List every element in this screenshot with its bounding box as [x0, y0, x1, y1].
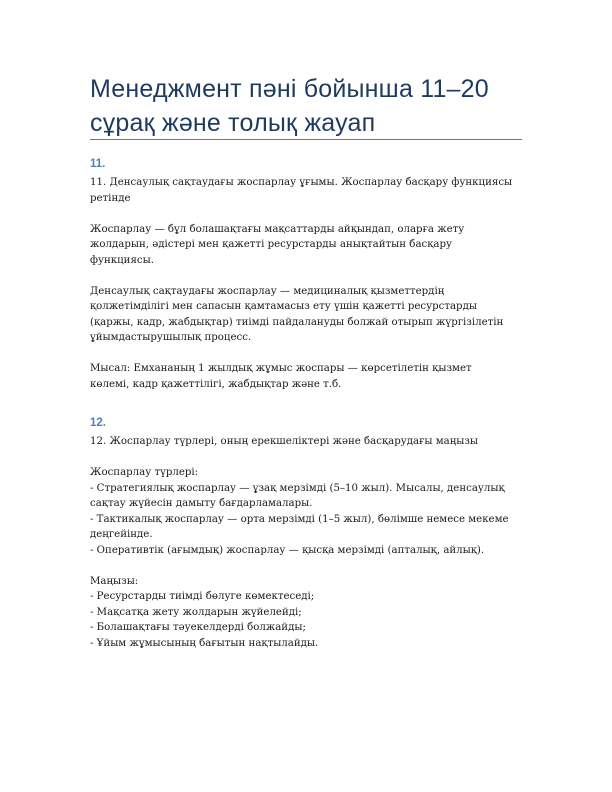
- text-line: ұйымдастырушылық процесс.: [90, 332, 252, 343]
- text-line: (қаржы, кадр, жабдықтар) тиімді пайдалануды болжай отырып жүргізілетін: [90, 316, 504, 328]
- text-line: ретінде: [90, 192, 131, 204]
- list-item: - Стратегиялық жоспарлау — ұзақ мерзімді (5–10 жыл). Мысалы, денсаулық: [90, 482, 505, 494]
- document-title: [90, 72, 530, 140]
- list-item: - Тактикалық жоспарлау — орта мерзімді (1–5 жыл), бөлімше немесе мекеме: [90, 513, 509, 525]
- text-line: функциясы.: [90, 254, 154, 266]
- planning-types-list: [90, 465, 530, 558]
- list-item: деңгейінде.: [90, 529, 153, 540]
- title-line: сұрақ және толық жауап: [90, 109, 376, 137]
- importance-list: [90, 574, 530, 652]
- list-item: - Оперативтік (ағымдық) жоспарлау — қысқа мерзімді (апталық, айлық).: [90, 544, 485, 556]
- section-heading: [90, 434, 530, 450]
- section-11: [90, 157, 530, 392]
- paragraph-example: [90, 361, 530, 392]
- section-number: 11.: [90, 158, 106, 170]
- text-line: қолжетімділігі мен сапасын қамтамасыз ету үшін қажетті ресурстарды: [90, 301, 477, 312]
- text-line: Мысал: Емхананың 1 жылдық жұмыс жоспары — көрсетілетін қызмет: [90, 363, 472, 374]
- text-line: Денсаулық сақтаудағы жоспарлау — медициналық қызметтердің: [90, 285, 445, 297]
- text-line: Жоспарлау — бұл болашақтағы мақсаттарды айқындап, оларға жету: [90, 223, 465, 235]
- list-title: Маңызы:: [90, 575, 139, 587]
- paragraph-definition: [90, 222, 530, 269]
- title-underline: [90, 139, 522, 140]
- list-item: - Мақсатқа жету жолдарын жүйелейді;: [90, 606, 302, 618]
- title-line: Менеджмент пәні бойынша 11–20: [90, 75, 489, 103]
- list-item: - Ресурстарды тиімді бөлуге көмектеседі;: [90, 591, 315, 602]
- text-line: 11. Денсаулық сақтаудағы жоспарлау ұғымы. Жоспарлау басқару функциясы: [90, 177, 513, 188]
- section-heading: [90, 175, 530, 206]
- text-line: 12. Жоспарлау түрлері, оның ерекшеліктері және басқарудағы маңызы: [90, 436, 479, 447]
- list-item: - Ұйым жұмысының бағытын нақтылайды.: [90, 637, 319, 649]
- section-12: [90, 416, 530, 651]
- list-title: Жоспарлау түрлері:: [90, 467, 199, 478]
- list-item: сақтау жүйесін дамыту бағдарламалары.: [90, 498, 313, 509]
- paragraph-healthcare-planning: [90, 284, 530, 346]
- list-item: - Болашақтағы тәуекелдерді болжайды;: [90, 622, 306, 633]
- text-line: жолдарын, әдістері мен қажетті ресурстарды анықтайтын басқару: [90, 239, 452, 250]
- section-number: 12.: [90, 417, 106, 429]
- text-line: көлемі, кадр қажеттілігі, жабдықтар және т.б.: [90, 378, 342, 390]
